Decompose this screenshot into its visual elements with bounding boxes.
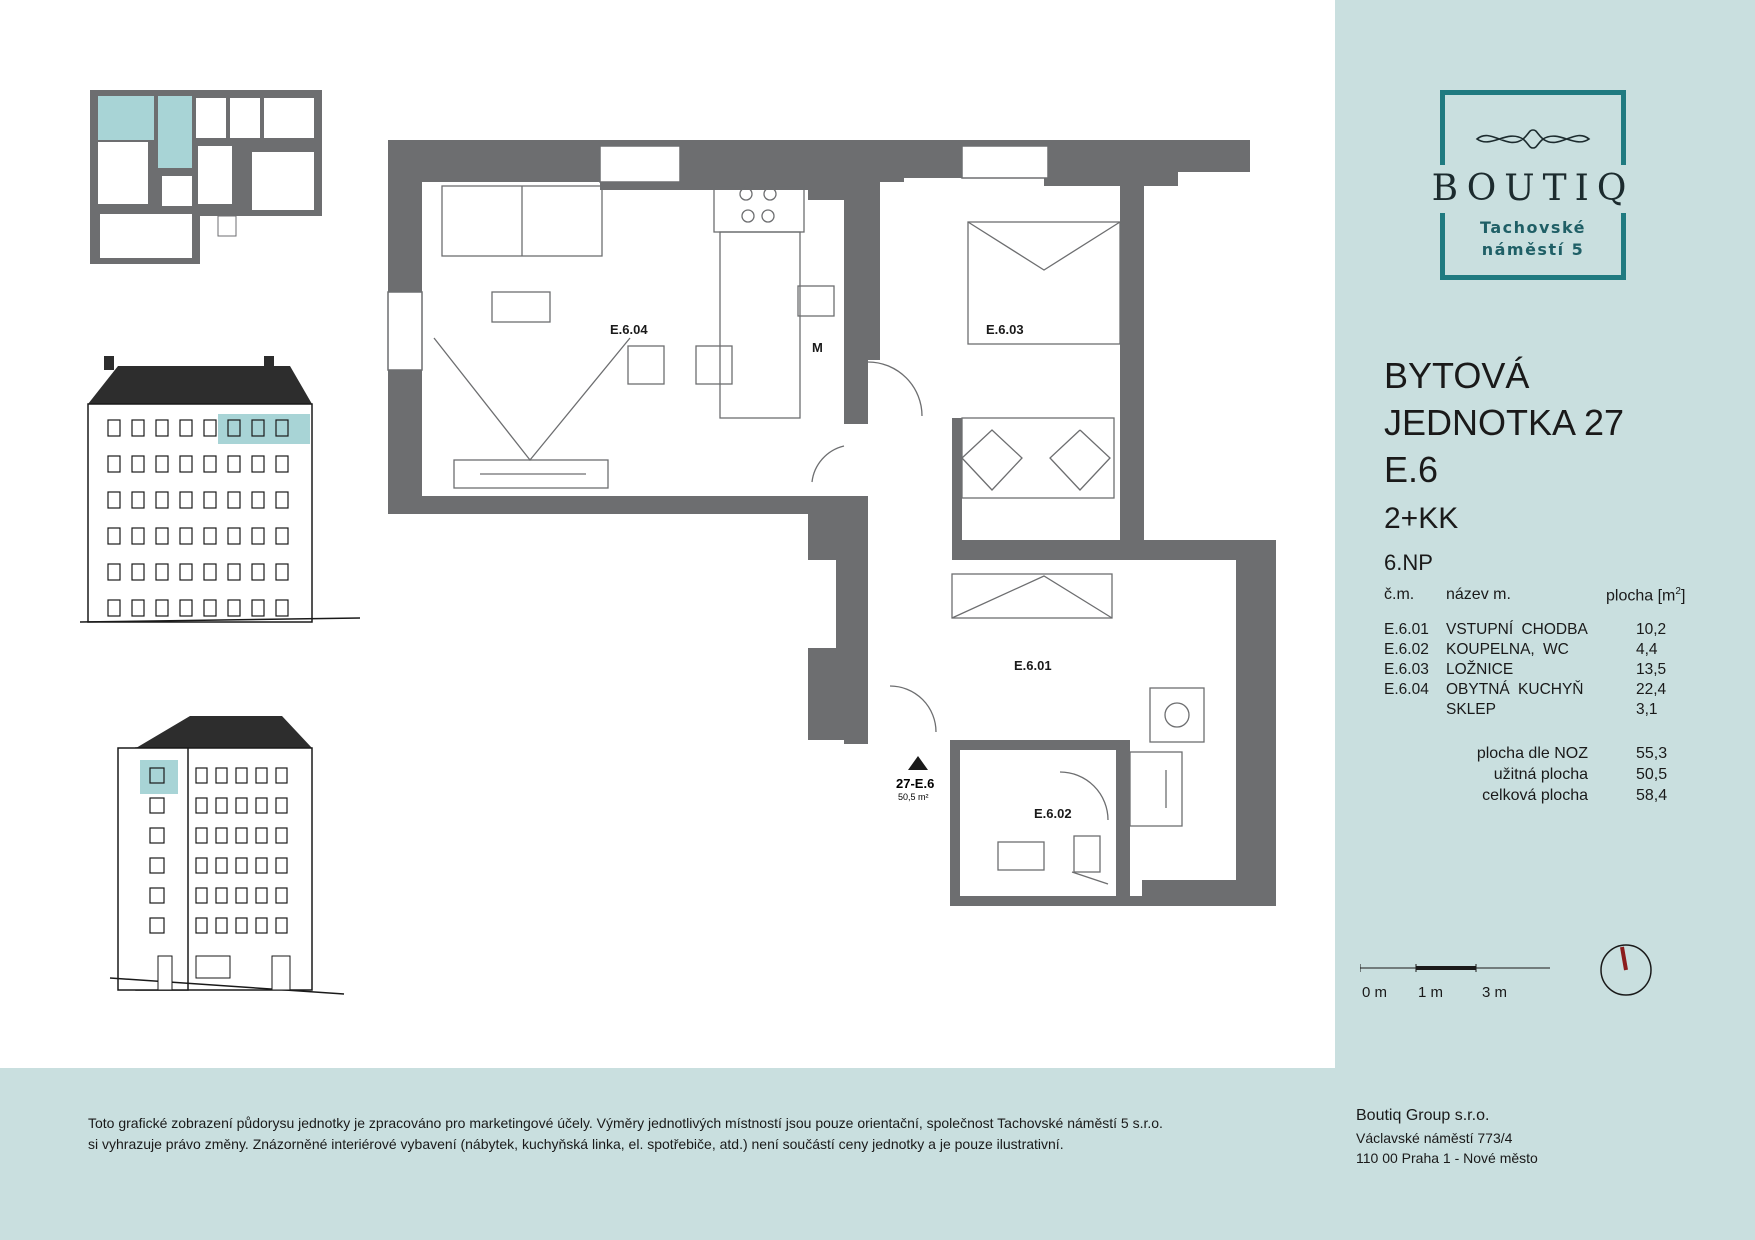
company-name: Boutiq Group s.r.o. bbox=[1356, 1107, 1490, 1124]
unit-tag-area: 50,5 m² bbox=[898, 792, 929, 802]
unit-title-line1: BYTOVÁ bbox=[1384, 355, 1530, 396]
room-row bbox=[1384, 620, 1684, 640]
room-label-e602: E.6.02 bbox=[1034, 806, 1072, 821]
disclaimer bbox=[88, 1113, 1338, 1155]
room-row bbox=[1384, 660, 1684, 680]
brand-line1: Tachovské bbox=[1479, 218, 1587, 237]
col-header-name: název m. bbox=[1446, 586, 1511, 603]
unit-marker-icon bbox=[908, 756, 928, 770]
unit-title-line2: JEDNOTKA 27 bbox=[1384, 402, 1625, 443]
room-code: E.6.03 bbox=[1384, 661, 1429, 678]
room-label-e601: E.6.01 bbox=[1014, 658, 1052, 673]
summary-value: 55,3 bbox=[1636, 745, 1668, 762]
scale-label-0: 0 m bbox=[1362, 984, 1388, 1001]
summary-table bbox=[1384, 743, 1684, 806]
disclaimer-line2: si vyhrazuje právo změny. Znázorněné interiérové vybavení (nábytek, kuchyňská linka, el. spotřebiče, atd.) není součástí ceny jednotky a je pouze ilustrativní. bbox=[88, 1136, 1064, 1152]
brand-address bbox=[1445, 217, 1621, 261]
summary-label: užitná plocha bbox=[1493, 766, 1588, 783]
scale-bar bbox=[1360, 958, 1580, 998]
scale-label-1: 1 m bbox=[1418, 984, 1444, 1001]
unit-floor: 6.NP bbox=[1384, 550, 1433, 575]
room-name: OBYTNÁ KUCHYŇ bbox=[1446, 681, 1584, 698]
ornament-icon bbox=[1473, 125, 1593, 153]
room-name: SKLEP bbox=[1446, 701, 1496, 718]
unit-type: 2+KK bbox=[1384, 502, 1459, 535]
summary-label: celková plocha bbox=[1482, 787, 1588, 804]
room-area: 22,4 bbox=[1636, 681, 1667, 698]
col-header-area: plocha $[m^2]$ bbox=[1606, 586, 1686, 605]
room-name: LOŽNICE bbox=[1446, 661, 1514, 678]
room-code: E.6.01 bbox=[1384, 621, 1429, 638]
unit-title-line3: E.6 bbox=[1384, 449, 1439, 490]
summary-value: 58,4 bbox=[1636, 787, 1668, 804]
brand-logo bbox=[1431, 90, 1635, 280]
disclaimer-line1: Toto grafické zobrazení půdorysu jednotky je zpracováno pro marketingové účely. Výměry jednotlivých místností jsou pouze orientační, společnost Tachovské náměstí 5 s.r.o. bbox=[88, 1115, 1163, 1131]
room-row bbox=[1384, 640, 1684, 660]
company-address1: Václavské náměstí 773/4 bbox=[1356, 1130, 1513, 1146]
room-area: 13,5 bbox=[1636, 661, 1667, 678]
col-header-number: č.m. bbox=[1384, 586, 1415, 603]
room-label-e603: E.6.03 bbox=[986, 322, 1024, 337]
summary-row bbox=[1384, 743, 1684, 764]
room-code: E.6.04 bbox=[1384, 681, 1429, 698]
room-label-e604: E.6.04 bbox=[610, 322, 648, 337]
company-address2: 110 00 Praha 1 - Nové město bbox=[1356, 1150, 1538, 1166]
room-row bbox=[1384, 680, 1684, 700]
room-area: 3,1 bbox=[1636, 701, 1658, 718]
company-info bbox=[1356, 1104, 1538, 1168]
summary-label: plocha dle NOZ bbox=[1476, 745, 1588, 762]
room-name: VSTUPNÍ CHODBA bbox=[1446, 621, 1588, 638]
unit-title bbox=[1384, 352, 1624, 493]
brand-name: BOUTIQ bbox=[1415, 165, 1651, 213]
room-code: E.6.02 bbox=[1384, 641, 1429, 658]
room-area: 4,4 bbox=[1636, 641, 1658, 658]
room-area: 10,2 bbox=[1636, 621, 1667, 638]
walls bbox=[388, 140, 1276, 906]
room-row bbox=[1384, 700, 1684, 720]
summary-row bbox=[1384, 785, 1684, 806]
room-table bbox=[1384, 620, 1684, 720]
north-arrow-icon bbox=[1598, 942, 1654, 998]
summary-value: 50,5 bbox=[1636, 766, 1668, 783]
scale-label-3: 3 m bbox=[1482, 984, 1508, 1001]
unit-tag: 27-E.6 bbox=[896, 776, 935, 791]
brand-line2: náměstí 5 bbox=[1481, 240, 1585, 259]
room-name: KOUPELNA, WC bbox=[1446, 641, 1569, 658]
appliance-label: M bbox=[812, 340, 823, 355]
summary-row bbox=[1384, 764, 1684, 785]
